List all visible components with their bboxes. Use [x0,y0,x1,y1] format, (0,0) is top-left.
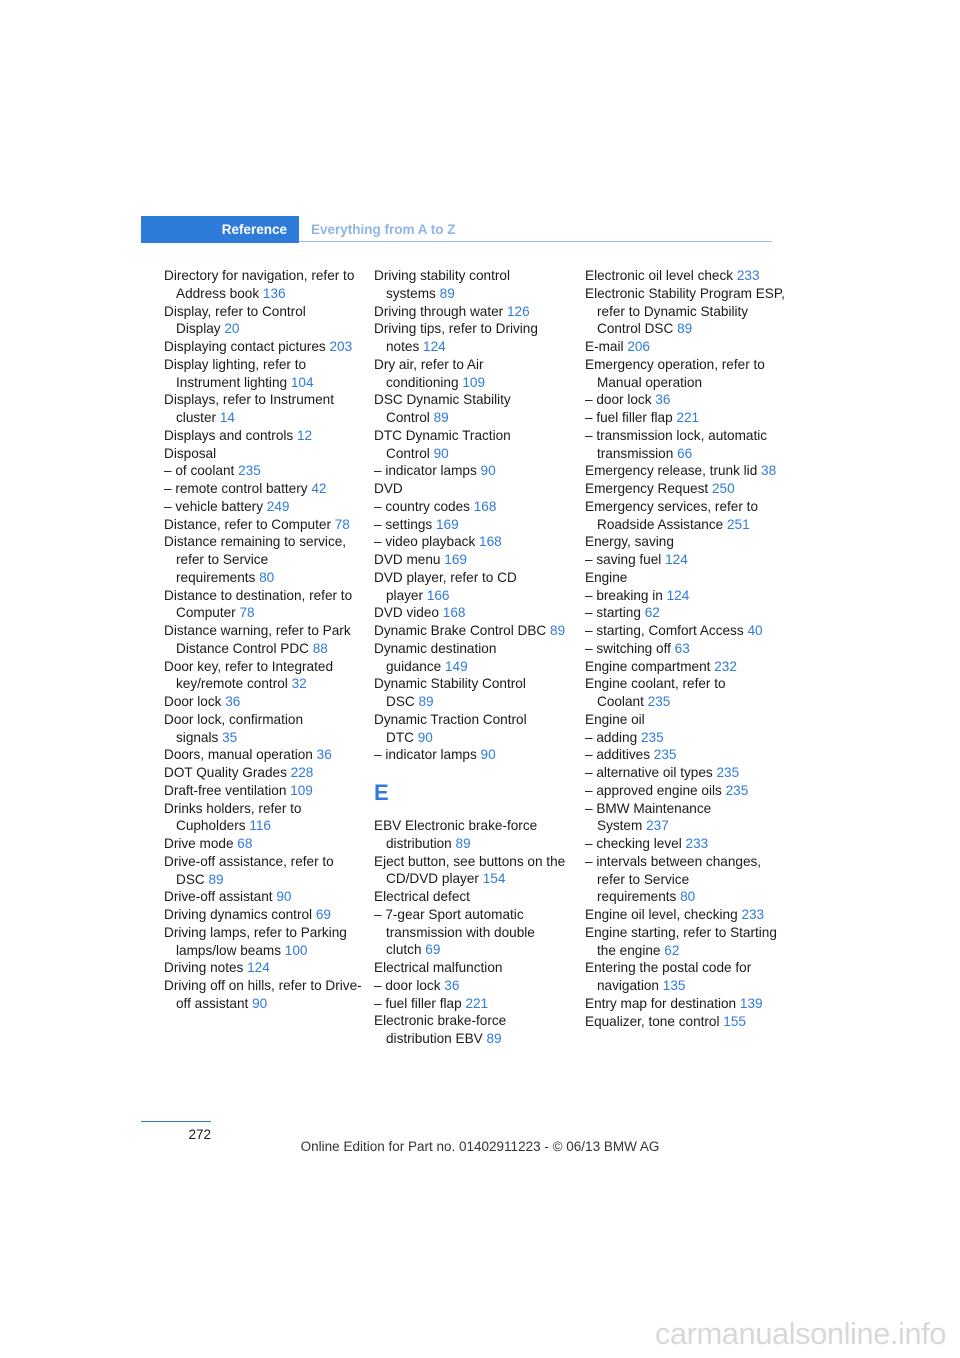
index-entry-text: DSC Dynamic Stability Control [374,392,511,425]
index-entry-text: – video playback [374,534,476,550]
index-entry [374,604,574,622]
index-entry [374,267,574,303]
index-entry-page-link[interactable]: 36 [316,747,332,763]
index-entry [164,462,364,480]
index-entry [585,800,785,836]
index-entry-text: DVD video [374,605,439,621]
index-entry-text: Engine oil level, checking [585,907,738,922]
index-entry-text: Drive-off assistance, refer to DSC [164,853,334,887]
index-entry-text: Door key, refer to Integrated key/remote control [164,658,333,692]
index-entry-page-link[interactable]: 90 [417,729,433,745]
index-entry-page-link[interactable]: 90 [433,445,449,461]
index-entry-text: Entering the postal code for navigation [585,960,752,993]
footer-edition-note: Online Edition for Part no. 01402911223 - © 06/13 BMW AG [300,1139,660,1154]
index-entry-text: Displaying contact pictures [164,339,326,354]
index-entry-page-link[interactable]: 233 [685,836,709,851]
index-entry [585,285,785,338]
index-entry-text: Engine [585,569,628,585]
index-entry [585,462,785,480]
index-entry-text: Emergency release, trunk lid [585,463,758,479]
index-entry [164,888,364,906]
index-entry [585,640,785,658]
index-entry-text: – of coolant [164,463,235,479]
index-entry-page-link[interactable]: 14 [219,410,235,425]
index-entry-text: Displays and controls [164,427,294,443]
index-entry-text: Dynamic Traction Control DTC [374,711,527,745]
index-entry [164,906,364,924]
index-entry-page-link[interactable]: 154 [482,871,506,887]
index-entry [164,391,364,427]
index-entry-page-link[interactable]: 32 [291,676,307,692]
index-entry-page-link[interactable]: 69 [315,907,331,922]
index-entry [164,338,364,356]
index-entry-page-link[interactable]: 78 [334,516,350,532]
index-entry-page-link[interactable]: 169 [435,516,459,532]
index-column-1 [164,267,364,1013]
index-entry [585,622,785,640]
index-entry-page-link[interactable]: 249 [266,498,290,514]
index-section-letter: E [374,780,389,805]
index-entry-text: – additives [585,747,650,763]
index-entry-text: Eject button, see buttons on the CD/DVD player [374,853,566,887]
index-entry-page-link[interactable]: 221 [465,995,489,1011]
index-entry [164,533,364,586]
index-entry-text: Driving lamps, refer to Parking lamps/low beams [164,924,347,958]
index-entry-text: DOT Quality Grades [164,765,287,780]
index-entry [585,675,785,711]
site-watermark: carmanualsonline.info [654,1316,946,1351]
index-entry-page-link[interactable]: 100 [284,942,308,958]
index-entry-text: – remote control battery [164,481,308,496]
index-entry-text: Door lock [164,694,222,709]
index-entry [585,533,785,551]
index-entry-text: – adding [585,729,638,745]
index-entry-page-link[interactable]: 235 [640,729,664,745]
index-entry-text: Distance to destination, refer to Computer [164,587,353,621]
index-entry-text: Driving tips, refer to Driving notes [374,321,538,354]
index-entry-text: Equalizer, tone control [585,1013,720,1029]
index-entry-page-link[interactable]: 66 [677,445,693,461]
index-entry-text: Engine oil [585,711,645,727]
index-entry [374,622,574,640]
index-entry-page-link[interactable]: 89 [550,623,566,638]
index-entry [164,622,364,658]
index-entry-page-link[interactable]: 90 [480,747,496,763]
index-entry-page-link[interactable]: 168 [473,498,497,514]
index-entry-text: Dynamic destination guidance [374,640,497,674]
index-entry [374,498,574,516]
index-entry-text: – 7-gear Sport automatic transmission with double clutch [374,906,535,958]
index-entry-text: Entry map for destination [585,995,737,1011]
index-entry [374,853,574,889]
index-entry-text: – alternative oil types [585,765,713,780]
index-entry [374,391,574,427]
index-entry [374,1012,574,1048]
index-entry-page-link[interactable]: 233 [741,907,765,922]
index-entry-text: – breaking in [585,587,663,603]
index-entry-page-link[interactable]: 62 [644,605,660,621]
index-entry-page-link[interactable]: 62 [664,942,680,958]
index-entry-text: Display lighting, refer to Instrument lighting [164,356,307,390]
index-entry [164,746,364,764]
index-entry [585,959,785,995]
index-entry-text: – BMW Maintenance System [585,800,712,834]
index-entry-text: Displays, refer to Instrument cluster [164,392,334,425]
index-entry-text: DVD [374,481,403,496]
index-entry-text: – fuel filler flap [585,410,673,425]
index-entry [164,356,364,392]
index-entry-text: DVD player, refer to CD player [374,569,517,603]
index-entry [374,817,574,853]
index-entry-text: Engine compartment [585,658,711,674]
page-number-divider [141,1121,211,1122]
index-entry-page-link[interactable]: 36 [655,392,671,408]
index-entry [164,498,364,516]
index-column-3 [585,267,785,1030]
index-entry-text: Directory for navigation, refer to Address book [164,268,355,301]
index-entry-text: – settings [374,516,433,532]
index-entry [374,303,574,321]
index-entry-text: Driving dynamics control [164,907,313,922]
index-entry-page-link[interactable]: 235 [725,782,749,798]
index-entry [585,604,785,622]
index-entry-page-link[interactable]: 149 [444,658,468,674]
index-entry-page-link[interactable]: 89 [439,285,455,301]
index-entry [164,835,364,853]
index-entry-page-link[interactable]: 155 [723,1013,746,1029]
index-entry-page-link[interactable]: 36 [444,977,460,993]
index-entry [585,569,785,587]
index-entry-text: – country codes [374,498,470,514]
index-entry-page-link[interactable]: 89 [433,410,449,425]
index-entry-text: Dynamic Brake Control DBC [374,623,547,638]
index-entry-text: Energy, saving [585,534,674,550]
index-entry-text: – starting [585,605,641,621]
index-entry [585,746,785,764]
index-entry-page-link[interactable]: 35 [222,729,238,745]
header-section-label: Reference [221,222,287,237]
index-entry [585,356,785,392]
index-entry [585,835,785,853]
index-entry [164,924,364,960]
index-entry-text: – door lock [585,392,652,408]
index-entry-page-link[interactable]: 235 [238,463,261,479]
index-entry-page-link[interactable]: 168 [442,605,466,621]
page-number: 272 [188,1127,211,1142]
index-entry [164,959,364,977]
index-entry-page-link[interactable]: 139 [739,995,763,1011]
index-entry-page-link[interactable]: 12 [296,427,313,443]
index-entry-page-link[interactable]: 135 [662,978,686,993]
index-entry [374,977,574,995]
index-entry-page-link[interactable]: 233 [736,268,760,283]
index-entry-page-link[interactable]: 63 [674,640,690,656]
index-entry [164,658,364,694]
index-entry [374,533,574,551]
index-entry-page-link[interactable]: 89 [486,1031,502,1046]
index-entry-text: E-mail [585,339,624,354]
index-entry-page-link[interactable]: 88 [312,640,328,656]
index-entry-page-link[interactable]: 124 [423,339,446,354]
index-entry-text: – indicator lamps [374,747,477,763]
index-entry [585,658,785,676]
index-entry [164,711,364,747]
index-entry-text: Driving notes [164,960,244,976]
index-entry-page-link[interactable]: 168 [479,534,502,550]
index-entry-page-link[interactable]: 228 [290,765,314,780]
index-entry-page-link[interactable]: 69 [425,942,441,958]
index-entry-text: Distance, refer to Computer [164,516,331,532]
index-entry-page-link[interactable]: 235 [653,747,677,763]
index-entry [585,729,785,747]
index-entry-text: Emergency services, refer to Roadside Assistance [585,498,759,532]
index-entry-text: Emergency operation, refer to Manual operation [585,356,765,390]
index-entry [164,303,364,339]
index-entry [164,480,364,498]
index-entry-page-link[interactable]: 221 [676,410,700,425]
index-entry [374,551,574,569]
index-entry-text: DVD menu [374,552,441,567]
index-entry-text: EBV Electronic brake-force distribution [374,818,538,851]
index-entry [164,800,364,836]
index-entry-page-link[interactable]: 109 [462,374,486,390]
header-divider [299,241,772,242]
index-entry [585,587,785,605]
index-entry-page-link[interactable]: 90 [480,463,496,479]
index-entry [585,551,785,569]
index-entry-page-link[interactable]: 166 [426,587,450,603]
index-entry-text: Doors, manual operation [164,747,313,763]
index-entry-text: Electrical defect [374,889,470,904]
index-entry-page-link[interactable]: 251 [726,516,750,532]
index-entry-page-link[interactable]: 237 [646,818,669,834]
index-entry [585,995,785,1013]
index-entry [585,267,785,285]
index-entry-page-link[interactable]: 90 [252,995,268,1011]
index-entry [164,693,364,711]
index-entry-text: Dynamic Stability Control DSC [374,676,526,709]
index-entry-page-link[interactable]: 89 [418,694,434,709]
index-entry-text: – checking level [585,836,682,851]
index-entry-page-link[interactable]: 109 [290,782,313,798]
index-entry [164,764,364,782]
index-entry-text: Door lock, confirmation signals [164,711,304,745]
index-entry-text: Driving stability control systems [374,268,510,301]
index-entry-page-link[interactable]: 124 [665,552,688,567]
index-entry-page-link[interactable]: 42 [311,481,327,496]
index-entry-page-link[interactable]: 20 [224,321,240,337]
index-entry-text: Engine coolant, refer to Coolant [585,676,726,709]
index-entry-text: – fuel filler flap [374,995,462,1011]
index-entry-page-link[interactable]: 80 [680,889,696,905]
index-entry-text: – door lock [374,977,441,993]
index-entry [164,853,364,889]
index-entry-page-link[interactable]: 203 [329,339,353,354]
index-entry [585,764,785,782]
index-entry [585,924,785,960]
index-entry [585,338,785,356]
index-entry-page-link[interactable]: 68 [237,836,253,851]
index-entry [374,906,574,959]
index-entry [374,995,574,1013]
index-column-2 [374,267,574,1048]
index-entry-text: – saving fuel [585,552,662,567]
index-entry-page-link[interactable]: 80 [259,569,275,585]
index-entry [164,267,364,303]
index-entry [374,516,574,534]
index-entry-page-link[interactable]: 124 [247,960,270,976]
index-entry [374,640,574,676]
index-entry-text: Emergency Request [585,481,709,496]
index-entry-page-link[interactable]: 232 [714,658,737,674]
index-entry-text: – intervals between changes, refer to Service requirements [585,853,762,905]
index-entry-text: – transmission lock, automatic transmission [585,427,768,461]
index-entry-text: Drive-off assistant [164,889,273,905]
index-entry [374,569,574,605]
index-entry [164,427,364,445]
index-entry-page-link[interactable]: 136 [262,285,286,301]
index-entry [164,977,364,1013]
index-entry-page-link[interactable]: 124 [666,587,690,603]
index-entry-text: Electronic brake-force distribution EBV [374,1013,507,1046]
index-entry [374,320,574,356]
index-entry [585,498,785,534]
index-entry-text: Electronic oil level check [585,268,734,283]
index-entry [374,746,574,764]
index-entry-text: – indicator lamps [374,463,477,479]
index-entry-page-link[interactable]: 250 [711,481,735,496]
index-entry-page-link[interactable]: 90 [276,889,292,905]
index-entry [585,427,785,463]
header-title: Everything from A to Z [311,222,456,237]
index-entry [374,427,574,463]
index-entry-text: Driving off on hills, refer to Drive-off assistant [164,978,362,1011]
index-entry-page-link[interactable]: 78 [239,605,255,621]
index-entry [374,462,574,480]
index-entry [585,782,785,800]
index-entry [585,409,785,427]
index-entry [585,1013,785,1031]
index-entry-page-link[interactable]: 38 [761,463,777,479]
index-entry [585,391,785,409]
index-entry-text: Driving through water [374,303,504,319]
index-entry-text: Electrical malfunction [374,960,503,975]
index-entry-text: – vehicle battery [164,498,263,514]
index-entry [164,587,364,623]
index-entry [164,516,364,534]
index-entry [374,959,574,977]
index-entry [374,888,574,906]
index-entry-text: Draft-free ventilation [164,782,287,798]
index-entry-page-link[interactable]: 36 [225,694,241,709]
index-entry-text: DTC Dynamic Traction Control [374,427,511,461]
index-entry-text: Drive mode [164,836,234,851]
index-entry-text: Engine starting, refer to Starting the engine [585,924,777,958]
index-entry-text: Disposal [164,445,217,461]
index-entry [585,480,785,498]
index-entry-page-link[interactable]: 89 [208,871,224,887]
index-entry-text: Drinks holders, refer to Cupholders [164,800,302,834]
index-entry-page-link[interactable]: 235 [647,694,671,709]
index-entry-text: – approved engine oils [585,782,722,798]
index-entry-text: Display, refer to Control Display [164,303,306,337]
index-entry [585,906,785,924]
index-entry-page-link[interactable]: 206 [627,339,650,354]
index-entry-page-link[interactable]: 89 [677,321,693,337]
index-entry [374,356,574,392]
index-entry [164,445,364,463]
index-entry-page-link[interactable]: 235 [716,765,740,780]
index-entry [374,675,574,711]
index-entry [585,711,785,729]
index-entry [374,480,574,498]
index-entry-page-link[interactable]: 116 [249,818,271,834]
index-entry-text: Distance warning, refer to Park Distance Control PDC [164,623,351,656]
index-entry-text: – starting, Comfort Access [585,623,744,638]
index-entry-page-link[interactable]: 126 [506,303,530,319]
index-entry-text: Electronic Stability Program ESP, refer to Dynamic Stability Control DSC [585,285,785,337]
index-entry-page-link[interactable]: 89 [455,835,471,851]
index-entry-text: Dry air, refer to Air conditioning [374,356,484,390]
index-entry-text: – switching off [585,640,671,656]
index-entry [164,782,364,800]
index-entry-page-link[interactable]: 104 [290,374,314,390]
index-entry-text: Distance remaining to service, refer to Service requirements [164,534,347,585]
index-entry-page-link[interactable]: 40 [747,623,763,638]
index-entry-page-link[interactable]: 169 [444,552,467,567]
index-entry [585,853,785,906]
index-entry [374,711,574,747]
